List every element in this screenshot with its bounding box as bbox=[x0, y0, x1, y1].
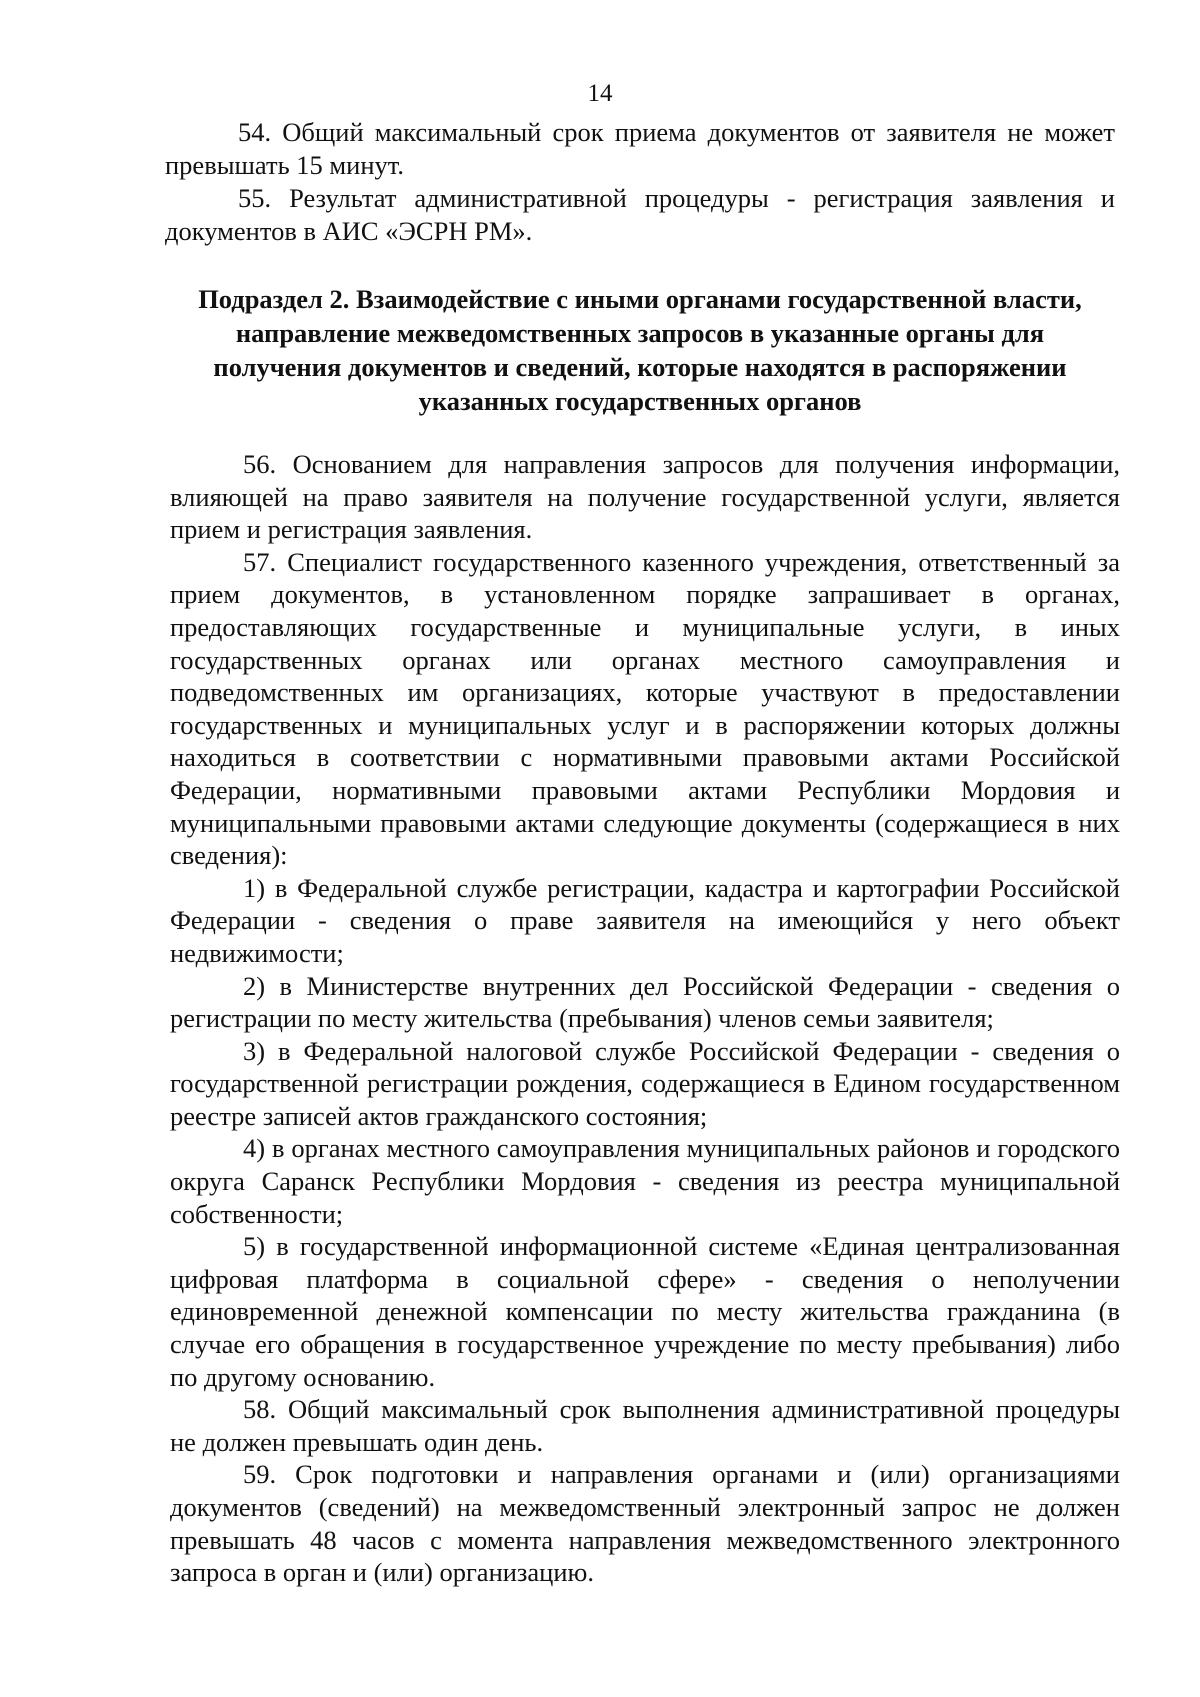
paragraph-56: 56. Основанием для направления запросов для получения информации, влияющей на право заявителя на получение государственной услуги, является прием и регистрация заявления. bbox=[170, 449, 1120, 545]
list-item-2: 2) в Министерстве внутренних дел Российской Федерации - сведения о регистрации по месту жительства (пребывания) членов семьи заявителя; bbox=[170, 970, 1120, 1034]
list-item-3: 3) в Федеральной налоговой службе Российской Федерации - сведения о государственной регистрации рождения, содержащиеся в Едином государственном реестре записей актов гражданского состояния; bbox=[170, 1035, 1120, 1131]
list-item-1: 1) в Федеральной службе регистрации, кадастра и картографии Российской Федерации - сведения о праве заявителя на имеющийся у него объект недвижимости; bbox=[170, 872, 1120, 968]
paragraph-55: 55. Результат административной процедуры - регистрация заявления и документов в АИС «ЭСРН РМ». bbox=[165, 183, 1115, 246]
list-item-5: 5) в государственной информационной системе «Единая централизованная цифровая платформа в социальной сфере» - сведения о неполучении единовременной денежной компенсации по месту жительства гражданина (в случае его обращения в государственное учреждение по месту пребывания) либо по другому основанию. bbox=[170, 1231, 1120, 1392]
paragraph-54: 54. Общий максимальный срок приема документов от заявителя не может превышать 15 минут. bbox=[165, 117, 1115, 180]
main-paragraphs bbox=[170, 448, 1120, 1589]
paragraph-59: 59. Срок подготовки и направления органами и (или) организациями документов (сведений) на межведомственный электронный запрос не должен превышать 48 часов с момента направления межведомственного электронного запроса в орган и (или) организацию. bbox=[170, 1459, 1120, 1588]
paragraph-58: 58. Общий максимальный срок выполнения административной процедуры не должен превышать один день. bbox=[170, 1394, 1120, 1457]
paragraph-57: 57. Специалист государственного казенного учреждения, ответственный за прием документов, в установленном порядке запрашивает в органах, предоставляющих государственные и муниципальные услуги, в иных государственных органах или органах местного самоуправления и подведомственных им организациях, которые участвуют в предоставлении государственных и муниципальных услуг и в распоряжении которых должны находиться в соответствии с нормативными правовыми актами Российской Федерации, нормативными правовыми актами Республики Мордовия и муниципальными правовыми актами следующие документы (содержащиеся в них сведения): bbox=[170, 546, 1120, 871]
section-heading-block bbox=[170, 282, 1110, 418]
list-item-4: 4) в органах местного самоуправления муниципальных районов и городского округа Саранск Республики Мордовия - сведения из реестра муниципальной собственности; bbox=[170, 1133, 1120, 1229]
page-number: 14 bbox=[587, 80, 613, 107]
top-paragraphs bbox=[165, 116, 1115, 248]
section-heading: Подраздел 2. Взаимодействие с иными органами государственной власти, направление межведомственных запросов в указанные органы для получения документов и сведений, которые находятся в распоряжении указанных государственных органов bbox=[198, 284, 1082, 416]
